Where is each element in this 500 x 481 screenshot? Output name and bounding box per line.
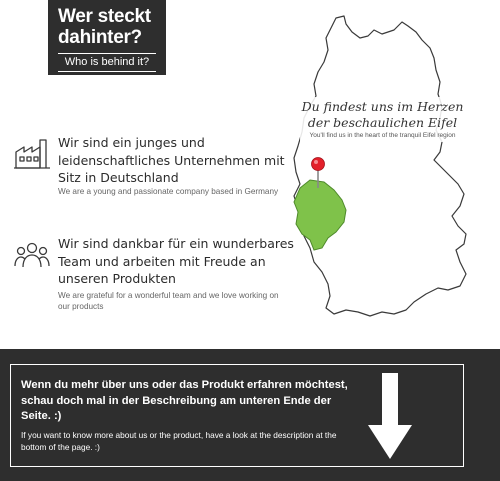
feature-team-text: Wir sind dankbar für ein wunderbares Team und arbeiten mit Freude an unseren Produkten xyxy=(58,236,294,286)
feature-company-translation: We are a young and passionate company based in Germany xyxy=(58,187,279,196)
page-title: Wer steckt dahinter? xyxy=(58,6,151,48)
footer-banner xyxy=(0,349,500,481)
location-pin-icon xyxy=(312,158,325,171)
map-caption xyxy=(300,97,465,142)
map-heading: Du findest uns im Herzen der beschaulichen Eifel xyxy=(301,99,464,130)
team-icon xyxy=(14,239,50,271)
page-subtitle: Who is behind it? xyxy=(58,53,156,72)
arrow-down-icon xyxy=(368,373,412,459)
pin-highlight xyxy=(314,160,318,164)
feature-company-text: Wir sind ein junges und leidenschaftliches Unternehmen mit Sitz in Deutschland xyxy=(58,135,285,185)
footer-translation: If you want to know more about us or the product, have a look at the description at the bottom of the page. :) xyxy=(21,430,337,452)
map-subheading: You'll find us in the heart of the tranquil Eifel region xyxy=(309,132,456,139)
germany-map xyxy=(270,12,485,330)
footer-text: Wenn du mehr über uns oder das Produkt erfahren möchtest, schau doch mal in der Beschreibung am unteren Ende der Seite. :) xyxy=(21,379,348,422)
feature-company xyxy=(14,134,294,214)
feature-team xyxy=(14,235,294,315)
factory-icon xyxy=(14,138,50,170)
title-box xyxy=(48,0,166,75)
footer-box xyxy=(10,364,464,467)
feature-team-translation: We are grateful for a wonderful team and we love working on our products xyxy=(58,291,279,311)
